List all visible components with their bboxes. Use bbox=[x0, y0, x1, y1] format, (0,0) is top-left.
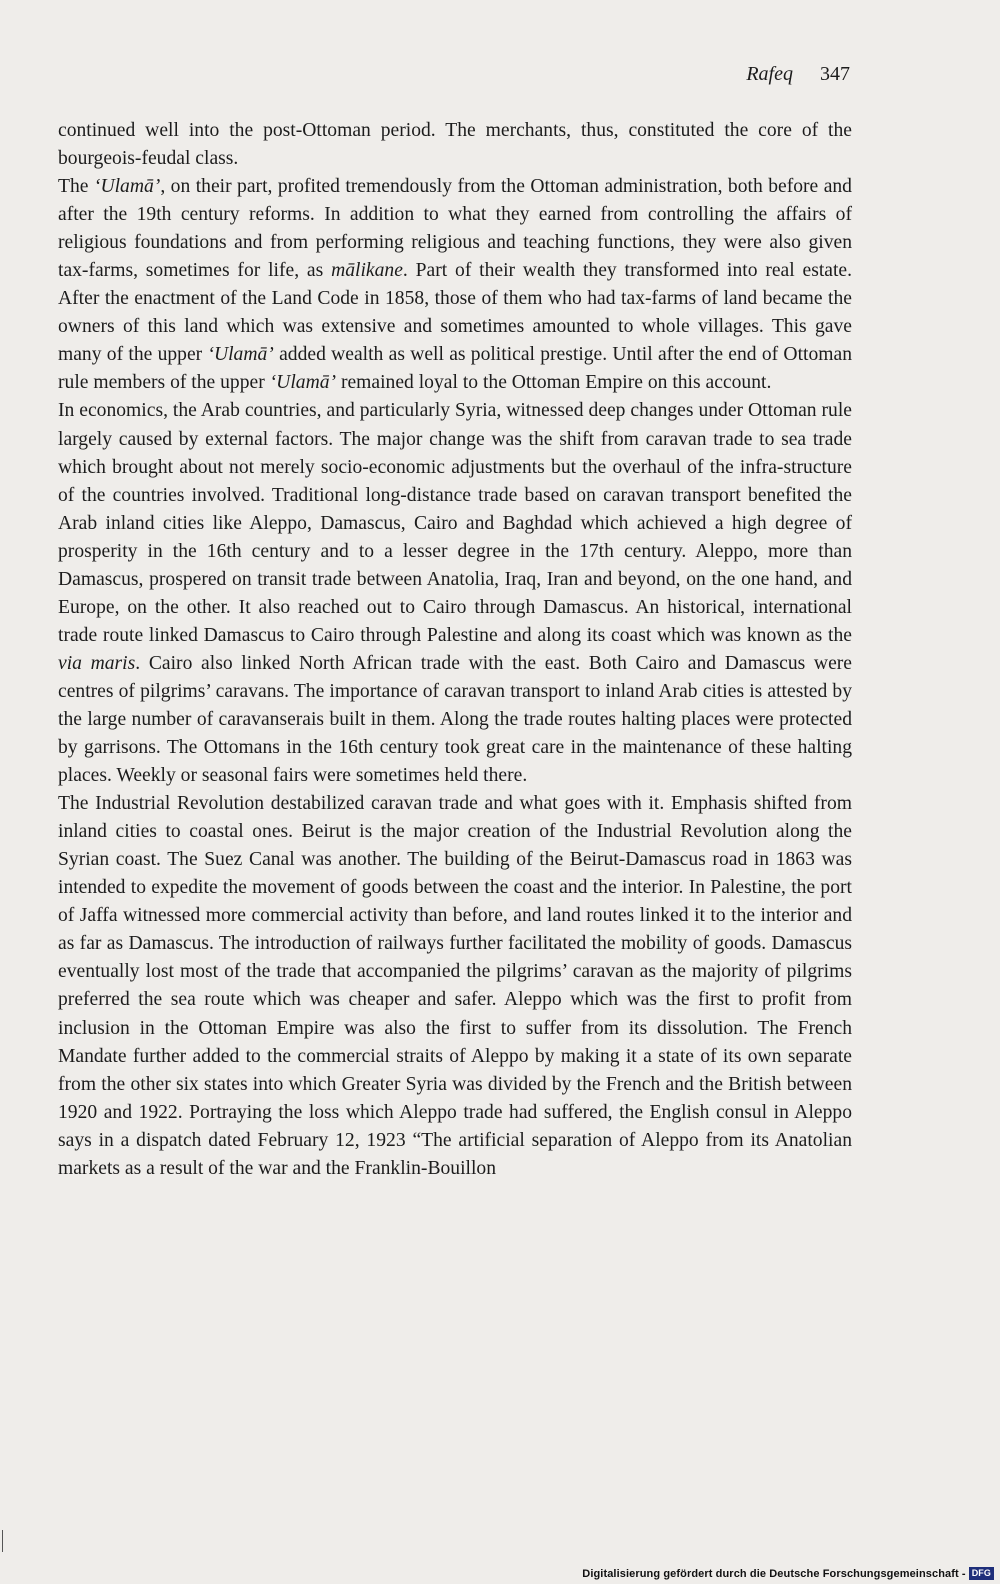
text-segment: . Cairo also linked North African trade with the east. Both Cairo and Damascus were centres of pilgrims’ caravans. The importance of caravan transport to inland Arab cities is attested by the large number of caravanserais built in them. Along the trade routes halting places were protected by garrisons. The Ottomans in the 16th century took great care in the maintenance of these halting places. Weekly or seasonal fairs were sometimes held there. bbox=[58, 652, 852, 787]
text-segment: added wealth as well as political prestige. Until after the end of Ottoman rule members of the upper bbox=[58, 344, 852, 394]
text-segment: The Industrial Revolution destabilized caravan trade and what goes with it. Emphasis shifted from inland cities to coastal ones. Beirut is the major creation of the Industrial Revolution along the Syrian coast. The Suez Canal was another. The building of the Beirut-Damascus road in 1863 was intended to expedite the movement of goods between the coast and the interior. In Palestine, the port of Jaffa witnessed more commercial activity than before, and land routes linked it to the interior and as far as Damascus. The introduction of railways further facilitated the mobility of goods. Damascus eventually lost most of the trade that accompanied the pilgrims’ caravan as the majority of pilgrims preferred the sea route which was cheaper and safer. Aleppo which was the first to profit from inclusion in the Ottoman Empire was also the first to suffer from its dissolution. The French Mandate further added to the commercial straits of Aleppo by making it a state of its own separate from the other six states into which Greater Syria was divided by the French and the British between 1920 and 1922. Portraying the loss which Aleppo trade had suffered, the English consul in Aleppo says in a dispatch dated February 12, 1923 “The artificial separation of Aleppo from its Anatolian markets as a result of the war and the Franklin-Bouillon bbox=[58, 793, 852, 1179]
paragraph bbox=[58, 790, 852, 1183]
body-text bbox=[58, 117, 852, 1183]
italic-term: ‘Ulamā’ bbox=[207, 344, 274, 366]
italic-term: ‘Ulamā’ bbox=[269, 372, 337, 394]
running-header bbox=[746, 60, 850, 88]
text-segment: remained loyal to the Ottoman Empire on this account. bbox=[336, 372, 772, 394]
text-segment: The bbox=[58, 176, 94, 198]
digitization-credit bbox=[582, 1567, 994, 1580]
running-header-author: Rafeq bbox=[746, 63, 793, 85]
paragraph bbox=[58, 117, 852, 173]
italic-term: mālikane bbox=[331, 260, 403, 282]
dfg-logo: DFG bbox=[969, 1567, 994, 1580]
page-number: 347 bbox=[820, 63, 850, 85]
paragraph bbox=[58, 173, 852, 397]
credit-text: Digitalisierung gefördert durch die Deutsche Forschungsgemeinschaft - bbox=[582, 1567, 966, 1580]
italic-term: ‘Ulamā’ bbox=[93, 176, 161, 198]
italic-term: via maris bbox=[58, 652, 136, 674]
paragraph bbox=[58, 397, 852, 790]
text-segment: , on their part, profited tremendously from the Ottoman administration, both before and after the 19th century reforms. In addition to what they earned from controlling the affairs of religious foundations and from performing religious and teaching functions, they were also given tax-farms, sometimes for life, as bbox=[58, 176, 852, 282]
text-segment: In economics, the Arab countries, and particularly Syria, witnessed deep changes under Ottoman rule largely caused by external factors. The major change was the shift from caravan trade to sea trade which brought about not merely socio-economic adjustments but the overhaul of the infra-structure of the countries involved. Traditional long-distance trade based on caravan transport benefited the Arab inland cities like Aleppo, Damascus, Cairo and Baghdad which achieved a high degree of prosperity in the 16th century and to a lesser degree in the 17th century. Aleppo, more than Damascus, prospered on transit trade between Anatolia, Iraq, Iran and beyond, on the one hand, and Europe, on the other. It also reached out to Cairo through Damascus. An historical, international trade route linked Damascus to Cairo through Palestine and along its coast which was known as the bbox=[58, 400, 852, 646]
scan-edge-mark bbox=[2, 1530, 3, 1552]
text-segment: . Part of their wealth they transformed into real estate. After the enactment of the Land Code in 1858, those of them who had tax-farms of land became the owners of this land which was extensive and sometimes amounted to whole villages. This gave many of the upper bbox=[58, 260, 853, 366]
text-segment: continued well into the post-Ottoman period. The merchants, thus, constituted the core of the bourgeois-feudal class. bbox=[58, 120, 852, 170]
